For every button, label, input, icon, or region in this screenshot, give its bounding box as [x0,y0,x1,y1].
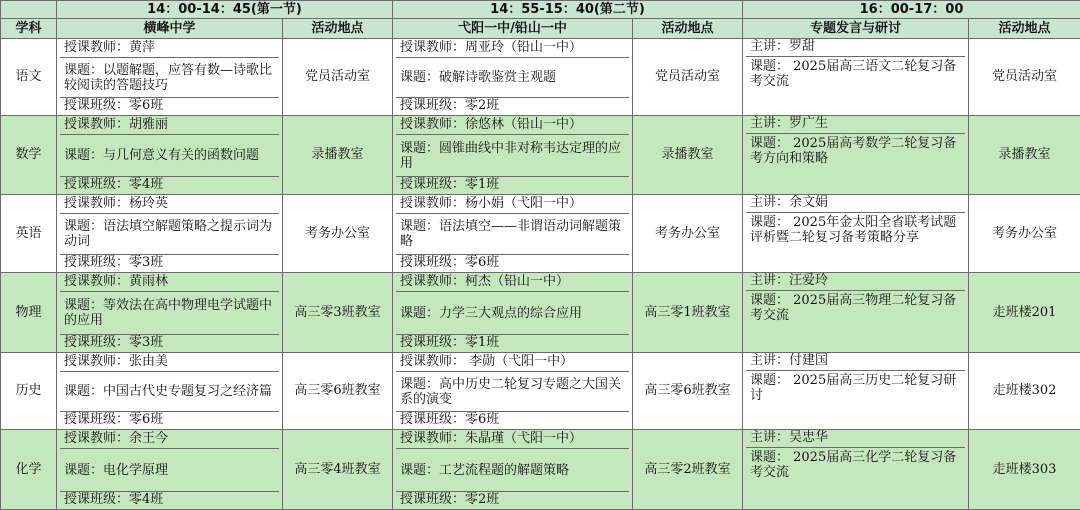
teacher-line [60,117,279,135]
teacher-line-text: 授课教师：余王今 [64,431,168,446]
teacher-line-text: 授课教师：杨玲英 [64,196,168,211]
class-line-text: 授课班级：零2班 [400,492,499,507]
speaker-line [746,39,965,57]
location-cell-1: 党员活动室 [283,39,393,116]
seminar-details [743,116,969,195]
topic-line [60,58,279,98]
seminar-topic-line-text: 课题： 2025年金太阳全省联考试题评析暨二轮复习备考策略分享 [750,215,962,245]
seminar-details [743,39,969,116]
topic-line-text: 课题：圆锥曲线中非对称韦达定理的应用 [400,141,626,171]
teacher-line [396,431,629,449]
topic-line [60,372,279,412]
seminar-topic-line-text: 课题： 2025届高三物理二轮复习备考交流 [750,293,962,323]
class-line-text: 授课班级：零1班 [400,177,499,192]
period-header-row [1,1,1080,19]
teacher-line [60,196,279,214]
class-line [60,335,279,351]
speaker-line-text: 主讲：罗广生 [750,116,828,131]
topic-line-text: 课题：与几何意义有关的函数问题 [64,148,259,163]
topic-line [396,449,629,492]
table-row [1,273,1080,353]
location-cell-3: 走班楼303 [969,430,1080,510]
speaker-line-text: 主讲：罗甜 [750,39,815,54]
teacher-line-text: 授课教师：胡雅丽 [64,117,168,132]
teacher-line [396,40,629,58]
location-1-header: 活动地点 [283,19,393,39]
topic-line [60,449,279,492]
header-blank-cell [1,1,57,19]
topic-line-text: 课题：高中历史二轮复习专题之大国关系的演变 [400,377,626,407]
lesson-details-1 [57,116,283,195]
topic-line [396,292,629,335]
class-line [60,492,279,508]
speaker-line-text: 主讲：吴忠华 [750,430,828,445]
table-row [1,116,1080,195]
location-2-header: 活动地点 [633,19,743,39]
schedule-body [1,1,1080,510]
topic-line-text: 课题：语法填空解题策略之提示词为动词 [64,219,276,249]
location-cell-3: 走班楼302 [969,353,1080,430]
seminar-topic-line [746,291,965,352]
teacher-line-text: 授课教师：黄雨林 [64,274,168,289]
teacher-line-text: 授课教师：徐悠林（铅山一中） [400,117,582,132]
location-cell-3: 党员活动室 [969,39,1080,116]
column-header-row [1,19,1080,39]
speaker-line [746,353,965,371]
location-cell-1: 高三零4班教室 [283,430,393,510]
teacher-line [396,196,629,214]
location-cell-3: 走班楼201 [969,273,1080,353]
lesson-details-2 [393,195,633,273]
speaker-line-text: 主讲：付建国 [750,353,828,368]
class-line-text: 授课班级：零4班 [64,177,163,192]
speaker-line [746,116,965,134]
location-cell-2: 高三零1班教室 [633,273,743,353]
seminar-topic-line [746,371,965,429]
class-line-text: 授课班级：零6班 [64,412,163,427]
class-line-text: 授课班级：零3班 [64,335,163,350]
teacher-line-text: 授课教师： 李勋（弋阳一中） [400,354,573,369]
seminar-details [743,195,969,273]
speaker-line [746,273,965,291]
class-line [60,255,279,271]
teacher-line-text: 授课教师：黄萍 [64,40,155,55]
class-line [396,492,629,508]
class-line [60,98,279,114]
subject-cell: 历史 [1,353,57,430]
topic-line [60,214,279,255]
topic-line [396,135,629,177]
seminar-topic-line-text: 课题： 2025届高三化学二轮复习备考交流 [750,450,962,480]
topic-line-text: 课题：电化学原理 [64,463,168,478]
teacher-line [60,354,279,372]
teacher-line-text: 授课教师：杨小娟（弋阳一中） [400,196,582,211]
location-cell-1: 高三零6班教室 [283,353,393,430]
table-row [1,195,1080,273]
class-line-text: 授课班级：零2班 [400,98,499,113]
school-1-header: 横峰中学 [57,19,283,39]
speaker-line-text: 主讲：汪爱玲 [750,273,828,288]
location-cell-2: 党员活动室 [633,39,743,116]
school-2-header: 弋阳一中/铅山一中 [393,19,633,39]
class-line [396,98,629,114]
period-2-header: 14：55-15：40(第二节) [393,1,743,19]
lesson-details-1 [57,273,283,353]
topic-line [396,214,629,255]
location-cell-2: 录播教室 [633,116,743,195]
seminar-topic-line [746,213,965,272]
location-cell-1: 录播教室 [283,116,393,195]
teacher-line-text: 授课教师：张由美 [64,354,168,369]
lesson-details-1 [57,430,283,510]
lesson-details-2 [393,273,633,353]
lesson-details-2 [393,116,633,195]
lesson-details-2 [393,39,633,116]
topic-line [396,58,629,98]
class-line-text: 授课班级：零3班 [64,255,163,270]
teacher-line [396,117,629,135]
location-cell-2: 高三零6班教室 [633,353,743,430]
subject-cell: 化学 [1,430,57,510]
teacher-line [396,274,629,292]
topic-line [60,135,279,177]
session-3-header: 专题发言与研讨 [743,19,969,39]
speaker-line-text: 主讲：余文娟 [750,195,828,210]
topic-line-text: 课题：工艺流程题的解题策略 [400,463,569,478]
class-line [60,412,279,428]
speaker-line [746,195,965,213]
topic-line-text: 课题：力学三大观点的综合应用 [400,306,582,321]
table-row [1,353,1080,430]
speaker-line [746,430,965,448]
topic-line-text: 课题：以题解题，应答有数—诗歌比较阅读的答题技巧 [64,63,276,93]
subject-cell: 语文 [1,39,57,116]
table-row [1,39,1080,116]
subject-cell: 英语 [1,195,57,273]
lesson-details-2 [393,430,633,510]
location-cell-3: 考务办公室 [969,195,1080,273]
seminar-details [743,430,969,510]
period-1-header: 14：00-14：45(第一节) [57,1,393,19]
class-line [396,177,629,193]
seminar-topic-line-text: 课题： 2025届高考数学二轮复习备考方向和策略 [750,136,962,166]
teacher-line-text: 授课教师：朱晶瑾（弋阳一中） [400,431,582,446]
location-cell-3: 录播教室 [969,116,1080,195]
subject-cell: 物理 [1,273,57,353]
class-line [60,177,279,193]
topic-line-text: 课题：语法填空——非谓语动词解题策略 [400,219,626,249]
class-line-text: 授课班级：零6班 [64,98,163,113]
topic-line [60,292,279,335]
lesson-details-1 [57,353,283,430]
teacher-line-text: 授课教师：柯杰（铅山一中） [400,274,569,289]
class-line-text: 授课班级：零6班 [400,412,499,427]
seminar-topic-line [746,134,965,194]
seminar-topic-line [746,57,965,115]
class-line [396,335,629,351]
location-3-header: 活动地点 [969,19,1080,39]
topic-line-text: 课题：中国古代史专题复习之经济篇 [64,384,272,399]
subject-cell: 数学 [1,116,57,195]
seminar-topic-line [746,448,965,509]
lesson-details-1 [57,195,283,273]
teacher-line-text: 授课教师：周亚玲（铅山一中） [400,40,582,55]
topic-line-text: 课题：破解诗歌鉴赏主观题 [400,70,556,85]
location-cell-1: 考务办公室 [283,195,393,273]
class-line [396,255,629,271]
lesson-details-1 [57,39,283,116]
class-line [396,412,629,428]
lesson-details-2 [393,353,633,430]
teacher-line [60,431,279,449]
class-line-text: 授课班级：零1班 [400,335,499,350]
class-line-text: 授课班级：零4班 [64,492,163,507]
period-3-header: 16：00-17：00 [743,1,1080,19]
location-cell-2: 考务办公室 [633,195,743,273]
class-line-text: 授课班级：零6班 [400,255,499,270]
teacher-line [60,274,279,292]
table-row [1,430,1080,510]
seminar-topic-line-text: 课题： 2025届高三历史二轮复习研讨 [750,373,962,403]
location-cell-2: 高三零2班教室 [633,430,743,510]
seminar-topic-line-text: 课题： 2025届高三语文二轮复习备考交流 [750,59,962,89]
teacher-line [60,40,279,58]
subject-column-header: 学科 [1,19,57,39]
seminar-details [743,353,969,430]
topic-line [396,372,629,412]
location-cell-1: 高三零3班教室 [283,273,393,353]
topic-line-text: 课题：等效法在高中物理电学试题中的应用 [64,298,276,328]
teacher-line [396,354,629,372]
seminar-details [743,273,969,353]
